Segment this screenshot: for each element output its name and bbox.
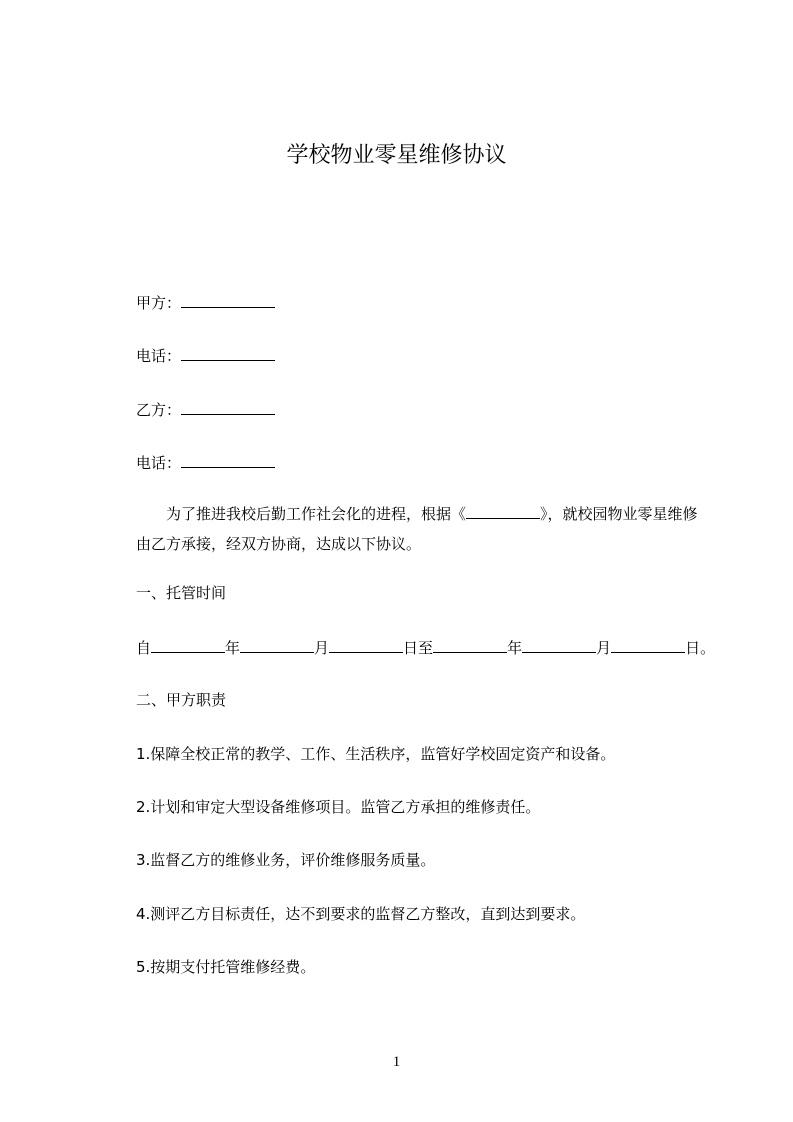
date-text-from: 自 [136, 639, 152, 657]
section-2-heading: 二、甲方职责 [136, 691, 227, 709]
party-a-line [136, 292, 275, 313]
term-date-line [136, 637, 715, 658]
basis-document-blank[interactable] [466, 503, 540, 519]
duty-item-4: 4.测评乙方目标责任，达不到要求的监督乙方整改，直到达到要求。 [136, 905, 586, 923]
start-month-blank[interactable] [240, 637, 314, 653]
phone-a-blank[interactable] [181, 345, 275, 361]
date-text-day-end: 日。 [685, 639, 716, 657]
date-text-year-2: 年 [507, 639, 523, 657]
party-a-blank[interactable] [181, 292, 275, 308]
duty-item-1: 1.保障全校正常的教学、工作、生活秩序，监管好学校固定资产和设备。 [136, 745, 616, 763]
duty-item-5: 5.按期支付托管维修经费。 [136, 958, 316, 976]
date-text-month: 月 [314, 639, 330, 657]
party-b-line [136, 399, 275, 420]
phone-a-label: 电话： [136, 347, 182, 365]
section-1-heading: 一、托管时间 [136, 584, 227, 602]
party-b-label: 乙方： [136, 401, 182, 419]
party-b-blank[interactable] [181, 399, 275, 415]
date-text-month-2: 月 [596, 639, 612, 657]
intro-text-before: 为了推进我校后勤工作社会化的进程，根据《 [166, 505, 467, 523]
document-title: 学校物业零星维修协议 [286, 143, 507, 168]
phone-b-line [136, 452, 275, 473]
phone-a-line [136, 345, 275, 366]
phone-b-blank[interactable] [181, 452, 275, 468]
page-number: 1 [392, 1054, 401, 1070]
date-text-day-to: 日至 [403, 639, 434, 657]
phone-b-label: 电话： [136, 454, 182, 472]
duty-item-3: 3.监督乙方的维修业务，评价维修服务质量。 [136, 851, 436, 869]
start-year-blank[interactable] [151, 637, 225, 653]
end-year-blank[interactable] [433, 637, 507, 653]
start-day-blank[interactable] [329, 637, 403, 653]
duty-item-2: 2.计划和审定大型设备维修项目。监管乙方承担的维修责任。 [136, 798, 541, 816]
intro-text-after: 》，就校园物业零星维修由乙方承接，经双方协商，达成以下协议。 [136, 505, 698, 553]
intro-paragraph [136, 499, 708, 559]
party-a-label: 甲方： [136, 294, 182, 312]
end-day-blank[interactable] [611, 637, 685, 653]
end-month-blank[interactable] [522, 637, 596, 653]
date-text-year: 年 [225, 639, 241, 657]
